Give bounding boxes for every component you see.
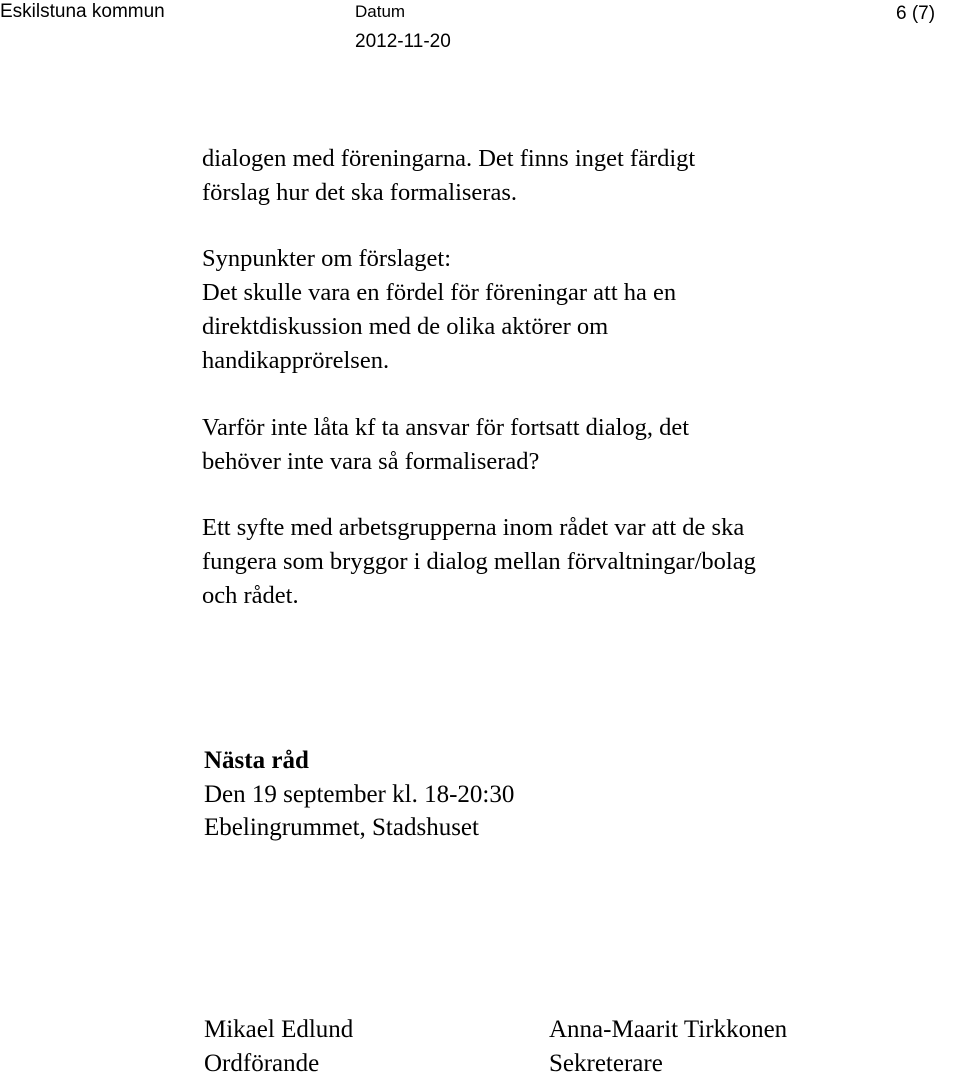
- date-label: Datum: [355, 0, 405, 24]
- signature-name: Mikael Edlund: [204, 1013, 353, 1047]
- paragraph-line: Varför inte låta kf ta ansvar för fortsatt dialog, det: [202, 411, 689, 445]
- signature-name: Anna-Maarit Tirkkonen: [549, 1013, 787, 1047]
- paragraph-line: fungera som bryggor i dialog mellan förvaltningar/bolag: [202, 545, 756, 579]
- next-meeting-where: Ebelingrummet, Stadshuset: [204, 811, 514, 845]
- paragraph-line: handikapprörelsen.: [202, 344, 676, 378]
- next-meeting-block: [204, 744, 514, 845]
- paragraph-line: Synpunkter om förslaget:: [202, 242, 676, 276]
- document-date: 2012-11-20: [355, 30, 451, 54]
- paragraph-line: förslag hur det ska formaliseras.: [202, 176, 695, 210]
- signature-secretary: [549, 1013, 787, 1080]
- paragraph-1: [202, 142, 695, 210]
- signature-role: Ordförande: [204, 1047, 353, 1080]
- paragraph-line: dialogen med föreningarna. Det finns inget färdigt: [202, 142, 695, 176]
- page-number: 6 (7): [896, 2, 935, 26]
- organization-name: Eskilstuna kommun: [0, 0, 165, 24]
- signature-role: Sekreterare: [549, 1047, 787, 1080]
- paragraph-line: Det skulle vara en fördel för föreningar att ha en: [202, 276, 676, 310]
- paragraph-line: behöver inte vara så formaliserad?: [202, 445, 689, 479]
- paragraph-line: direktdiskussion med de olika aktörer om: [202, 310, 676, 344]
- next-meeting-when: Den 19 september kl. 18-20:30: [204, 778, 514, 812]
- paragraph-line: Ett syfte med arbetsgrupperna inom rådet var att de ska: [202, 511, 756, 545]
- paragraph-2: [202, 242, 676, 378]
- paragraph-3: [202, 411, 689, 479]
- signature-chair: [204, 1013, 353, 1080]
- next-meeting-title: Nästa råd: [204, 744, 514, 778]
- paragraph-line: och rådet.: [202, 579, 756, 613]
- paragraph-4: [202, 511, 756, 613]
